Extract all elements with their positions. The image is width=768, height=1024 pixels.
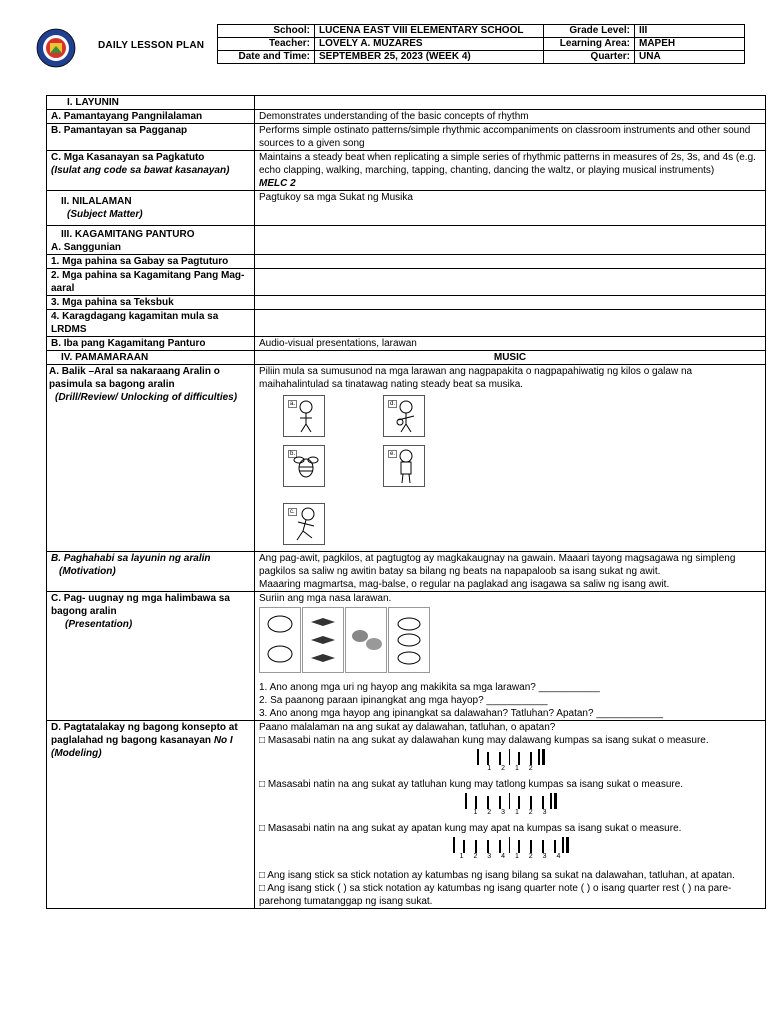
picture-c-tag: c.: [290, 509, 295, 515]
presentation-question-2: 2. Sa paanong paraan ipinangkat ang mga hayop? ___________: [259, 695, 548, 706]
area-value: MAPEH: [635, 38, 745, 51]
balik-aral-title: A. Balik –Aral sa nakaraang Aralin o pasimula sa bagong aralin: [49, 366, 220, 390]
school-label: School:: [218, 25, 315, 38]
school-logo-icon: [36, 28, 76, 68]
presentation-question-3: 3. Ano anong mga hayop ang ipinangkat sa dalawahan? Tatluhan? Apatan? ____________: [259, 708, 664, 719]
presentation-text: Suriin ang mga nasa larawan.: [259, 593, 392, 604]
picture-a-tag: a.: [290, 401, 296, 407]
presentation-note: (Presentation): [65, 619, 133, 630]
area-label: Learning Area:: [544, 38, 635, 51]
picture-d-tag: d.: [390, 401, 396, 407]
duple-stick-notation: [259, 749, 761, 765]
modeling-label: [47, 721, 255, 909]
music-heading: MUSIC: [255, 351, 766, 365]
triple-stick-notation: [259, 793, 761, 809]
motivation-text-2: Maaaring magmartsa, mag-balse, o regular na paglakad ang isagawa sa saliw ng isang awit.: [259, 579, 670, 590]
balik-aral-note: (Drill/Review/ Unlocking of difficulties): [55, 392, 238, 403]
presentation-label: [47, 592, 255, 721]
lesson-table: [46, 95, 766, 909]
stick-notation-note: □ Ang isang stick sa stick notation ay katumbas ng isang bilang sa sukat na dalawahan, tatluhan, at apatan.: [259, 870, 735, 881]
kagamitan-title: III. KAGAMITANG PANTURO: [61, 229, 195, 240]
picture-d: [383, 395, 425, 437]
sanggunian-label: A. Sanggunian: [51, 242, 121, 253]
turtle-icon: [260, 608, 300, 672]
nilalaman-value: Pagtukoy sa mga Sukat ng Musika: [255, 191, 766, 226]
quarter-value: UNA: [635, 51, 745, 64]
presentation-title: C. Pag- uugnay ng mga halimbawa sa bagong aralin: [51, 593, 230, 617]
content-standard-label: A. Pamantayang Pangnilalaman: [47, 110, 255, 124]
picture-e-tag: e.: [390, 451, 396, 457]
pamamaraan-heading: IV. PAMAMARAAN: [47, 351, 255, 365]
child-running-icon: [288, 506, 320, 542]
balik-aral-value: [255, 365, 766, 552]
quarter-note-note: □ Ang isang stick ( ) sa stick notation ay katumbas ng isang quarter note ( ) o isang quarter rest ( ) na pare-parehong tumatanggap ng isang sukat.: [259, 883, 732, 907]
competencies-note: (Isulat ang code sa bawat kasanayan): [51, 165, 230, 176]
performance-standard-label: B. Pamantayan sa Pagganap: [47, 124, 255, 151]
melc-code: MELC 2: [259, 178, 296, 189]
content-standard-value: Demonstrates understanding of the basic concepts of rhythm: [255, 110, 766, 124]
balik-aral-text: Piliin mula sa sumusunod na mga larawan ang nagpapakita o nagpapahiwatig ng kilos o galaw na maihahalintulad sa tinatawag nating steady beat sa musika.: [259, 366, 693, 390]
teksbuk-label: 3. Mga pahina sa Teksbuk: [47, 296, 255, 310]
lrdms-label: 4. Karagdagang kagamitan mula sa LRDMS: [47, 310, 255, 337]
grade-label: Grade Level:: [544, 25, 635, 38]
motivation-text: Ang pag-awit, pagkilos, at pagtugtog ay magkakaugnay na gawain. Maaari tayong magsagawa ng simpleng pagkilos sa saliw ng awitin batay sa bilang ng beats na napapaloob sa isang sukat ng awit.: [259, 553, 736, 577]
picture-b-tag: b.: [290, 451, 296, 457]
animal-groups-pictures: [259, 607, 761, 673]
modeling-number: No I: [213, 735, 233, 746]
child-standing-icon: [388, 448, 420, 484]
quadruple-meter-text: □ Masasabi natin na ang sukat ay apatan kung may apat na kumpas sa isang sukat o measure.: [259, 823, 682, 834]
competencies-value: [255, 151, 766, 191]
motivation-title: B. Paghahabi sa layunin ng aralin: [51, 553, 211, 564]
nilalaman-note: (Subject Matter): [67, 209, 143, 220]
motivation-value: [255, 552, 766, 592]
frog-group: [388, 607, 430, 673]
iba-pang-kagamitan-value: Audio-visual presentations, larawan: [255, 337, 766, 351]
document-title: DAILY LESSON PLAN: [98, 40, 205, 51]
presentation-value: [255, 592, 766, 721]
motivation-note: (Motivation): [59, 566, 116, 577]
performance-standard-value: Performs simple ostinato patterns/simple rhythmic accompaniments on classroom instruments and other sound sources to a given song: [255, 124, 766, 151]
teacher-value: LOVELY A. MUZARES: [315, 38, 544, 51]
turtle-group: [259, 607, 301, 673]
frog-icon: [389, 608, 429, 672]
picture-c: [283, 503, 325, 545]
modeling-title: D. Pagtatalakay ng bagong konsepto at paglalahad ng bagong kasanayan: [51, 722, 238, 746]
competencies-label: [47, 151, 255, 191]
picture-b: [283, 445, 325, 487]
quadruple-stick-notation: [259, 837, 761, 853]
modeling-note: (Modeling): [51, 748, 102, 759]
bird-group: [302, 607, 344, 673]
date-value: SEPTEMBER 25, 2023 (WEEK 4): [315, 51, 544, 64]
date-label: Date and Time:: [218, 51, 315, 64]
mouse-group: [345, 607, 387, 673]
mouse-icon: [346, 608, 386, 672]
child-drum-icon: [288, 398, 320, 434]
duple-meter-text: □ Masasabi natin na ang sukat ay dalawahan kung may dalawang kumpas sa isang sukat o measure.: [259, 735, 709, 746]
balik-aral-label: [47, 365, 255, 552]
triple-counts: 1 2 3 1 2 3: [473, 809, 547, 816]
duple-counts: 1 2 1 2: [487, 765, 533, 772]
nilalaman-title: II. NILALAMAN: [61, 196, 132, 207]
kagamitan-label: [47, 226, 255, 255]
child-guitar-icon: [388, 398, 420, 434]
nilalaman-label: [47, 191, 255, 226]
motivation-label: [47, 552, 255, 592]
teacher-label: Teacher:: [218, 38, 315, 51]
triple-meter-text: □ Masasabi natin na ang sukat ay tatluhan kung may tatlong kumpas sa isang sukat o measure.: [259, 779, 684, 790]
quarter-label: Quarter:: [544, 51, 635, 64]
picture-a: [283, 395, 325, 437]
kagamitang-mag-aaral-label: 2. Mga pahina sa Kagamitang Pang Mag-aaral: [47, 269, 255, 296]
modeling-value: [255, 721, 766, 909]
grade-value: III: [635, 25, 745, 38]
header-info-table: [217, 24, 745, 64]
competencies-text: Maintains a steady beat when replicating a simple series of rhythmic patterns in measures of 2s, 3s, and 4s (e.g. echo clapping, walking, marching, tapping, chanting, dancing the waltz, or playing musical instruments): [259, 152, 756, 176]
presentation-question-1: 1. Ano anong mga uri ng hayop ang makikita sa mga larawan? ___________: [259, 682, 600, 693]
layunin-heading: I. LAYUNIN: [47, 96, 255, 110]
quadruple-counts: 1 2 3 4 1 2 3 4: [459, 853, 561, 860]
competencies-title: C. Mga Kasanayan sa Pagkatuto: [51, 152, 205, 163]
bee-icon: [288, 448, 320, 484]
modeling-intro: Paano malalaman na ang sukat ay dalawahan, tatluhan, o apatan?: [259, 722, 556, 733]
bird-icon: [303, 608, 343, 672]
picture-e: [383, 445, 425, 487]
gabay-label: 1. Mga pahina sa Gabay sa Pagtuturo: [47, 255, 255, 269]
iba-pang-kagamitan-label: B. Iba pang Kagamitang Panturo: [47, 337, 255, 351]
steady-beat-pictures: [259, 391, 761, 551]
school-value: LUCENA EAST VIII ELEMENTARY SCHOOL: [315, 25, 544, 38]
